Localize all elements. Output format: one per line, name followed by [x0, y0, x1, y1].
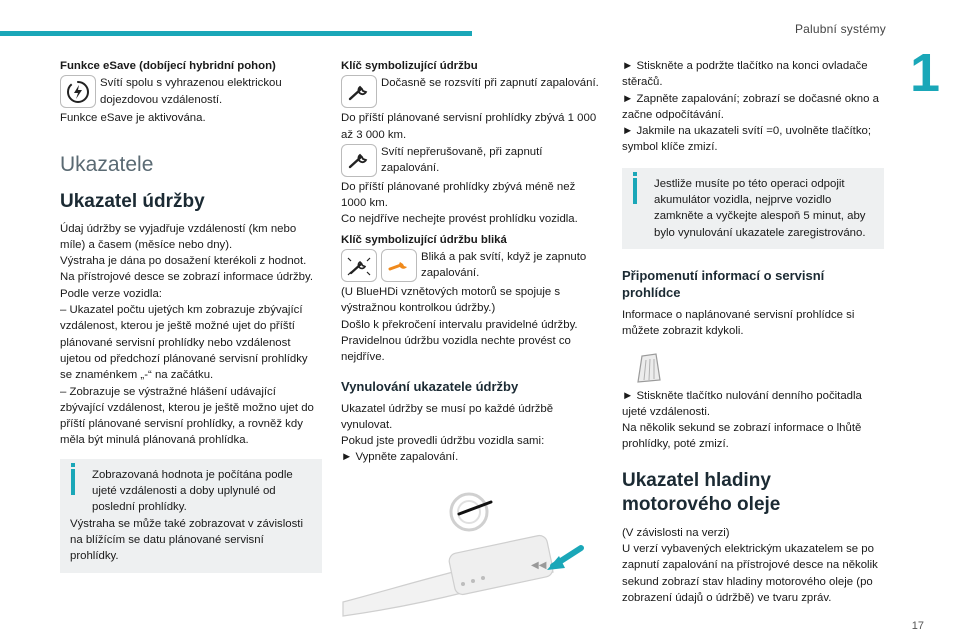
note-2-text: Jestliže musíte po této operaci odpojit akumulátor vozidla, nejprve vozidlo zamkněte a vyčkejte alespoň 5 minut, aby bylo vynulování ukazatele zaregistrováno. — [654, 177, 866, 239]
oil-p1: (V závislosti na verzi) — [622, 526, 730, 539]
recall-p1: Informace o naplánované servisní prohlídce si můžete zobrazit kdykoli. — [622, 308, 855, 338]
section-title: Ukazatele — [60, 152, 154, 176]
recall-title: Připomenutí informací o servisní prohlídce — [622, 267, 825, 300]
reset-title: Vynulování ukazatele údržby — [341, 378, 519, 394]
info-icon-2-bar — [633, 178, 637, 204]
svg-text:◀◀: ◀◀ — [531, 559, 547, 571]
blink-text: Bliká a pak svítí, když je zapnuto zapalování. — [421, 251, 587, 280]
step-1: ► Stiskněte a podržte tlačítko na konci ovladače stěračů. — [622, 60, 868, 89]
reset-p3: ► Vypněte zapalování. — [341, 451, 459, 464]
esave-active: Funkce eSave je aktivována. — [60, 112, 206, 125]
key-cont-row — [341, 144, 599, 177]
oil-p2: U verzí vybavených elektrickým ukazatelem se po zapnutí zapalování na přístrojové desce na několik sekund zobrazí stav hladiny motorového oleje (po zobrazení údajů o údržbě) ve tvaru zpráv. — [622, 543, 878, 604]
key-temp-text: Dočasně se rozsvítí při zapnutí zapalování. — [381, 77, 599, 90]
esave-icon — [60, 75, 96, 108]
reset-button-illustration — [632, 350, 666, 388]
oil-title: Ukazatel hladiny motorového oleje — [622, 469, 781, 515]
blink-title: Klíč symbolizující údržbu bliká — [341, 233, 507, 246]
column-1 — [60, 58, 322, 573]
wrench-icon — [341, 75, 377, 108]
blink-after-2: Došlo k překročení intervalu pravidelné údržby. Pravidelnou údržbu vozidla nechte provést co nejdříve. — [341, 318, 578, 364]
key-cont-text: Svítí nepřerušovaně, při zapnutí zapalování. — [381, 145, 543, 175]
column-3 — [622, 58, 884, 606]
step-2: ► Zapněte zapalování; zobrazí se dočasné okno a začne odpočítávání. — [622, 92, 879, 121]
blink-icons — [341, 249, 417, 282]
wrench-blink-icon — [341, 249, 377, 282]
key-cont-after-1: Do příští plánované prohlídky zbývá méně než 1000 km. — [341, 180, 576, 210]
page-header-title: Palubní systémy — [794, 22, 886, 36]
step-3: ► Jakmile na ukazateli svítí =0, uvolněte tlačítko; symbol klíče zmizí. — [622, 125, 872, 154]
esave-title: Funkce eSave (dobíjecí hybridní pohon) — [60, 60, 276, 72]
note-box-2 — [622, 168, 884, 249]
key-temp-row — [341, 75, 599, 108]
blink-row — [341, 249, 599, 282]
reset-p1: Ukazatel údržby se musí po každé údržbě vynulovat. — [341, 402, 554, 431]
maintenance-p3: Na přístrojové desce se zobrazí informace údržby. Podle verze vozidla: — [60, 271, 314, 300]
page-number: 17 — [911, 620, 924, 632]
maintenance-p4: – Ukazatel počtu ujetých km zobrazuje zbývající vzdálenost, kterou je ještě možné ujet do příští plánované servisní prohlídky nebo vzdálenost ujetou od předchozí plánované servisní prohlídky se znaménkem „-“ na začátku. — [60, 304, 308, 382]
info-icon-bar — [71, 469, 75, 495]
info-icon-2 — [633, 172, 637, 176]
header-bar — [0, 31, 472, 36]
recall-p3: Na několik sekund se zobrazí informace o lhůtě prohlídky, poté zmizí. — [622, 422, 862, 451]
wrench-orange-icon — [381, 249, 417, 282]
note-box — [60, 459, 322, 573]
info-icon — [71, 463, 75, 467]
reset-p2: Pokud jste provedli údržbu vozidla sami: — [341, 435, 545, 448]
esave-row — [60, 75, 322, 108]
chapter-number: 1 — [909, 43, 940, 103]
note-line-1: Zobrazovaná hodnota je počítána podle ujeté vzdálenosti a doby uplynulé od poslední prohlídky. — [92, 468, 293, 514]
maintenance-p5: – Zobrazuje se výstražné hlášení udávající zbývající vzdálenost, kterou je ještě možno ujet do příští plánované servisní prohlídky, a rovněž kdy měla být minulá plánovaná prohlídka. — [60, 385, 314, 447]
column-2 — [341, 58, 599, 617]
key-cont-after-2: Co nejdříve nechejte provést prohlídku vozidla. — [341, 213, 578, 226]
recall-p2: ► Stiskněte tlačítko nulování denního počitadla ujeté vzdálenosti. — [622, 389, 862, 418]
maintenance-p2: Výstraha je dána po dosažení kterékoli z hodnot. — [60, 255, 307, 268]
esave-icon-text: Svítí spolu s vyhrazenou elektrickou dojezdovou vzdáleností. — [100, 77, 282, 106]
maintenance-title: Ukazatel údržby — [60, 190, 205, 212]
wrench-icon-2 — [341, 144, 377, 177]
key-title: Klíč symbolizující údržbu — [341, 60, 478, 72]
key-temp-after: Do příští plánované servisní prohlídky zbývá 1 000 až 3 000 km. — [341, 112, 597, 141]
stalk-illustration — [341, 492, 591, 617]
note-line-2: Výstraha se může také zobrazovat v závislosti na blížícím se datu plánované servisní prohlídky. — [70, 517, 303, 563]
blink-after-1: (U BlueHDi vznětových motorů se spojuje s výstražnou kontrolkou údržby.) — [341, 286, 561, 315]
maintenance-p1: Údaj údržby se vyjadřuje vzdáleností (km nebo míle) a časem (měsíce nebo dny). — [60, 222, 297, 251]
